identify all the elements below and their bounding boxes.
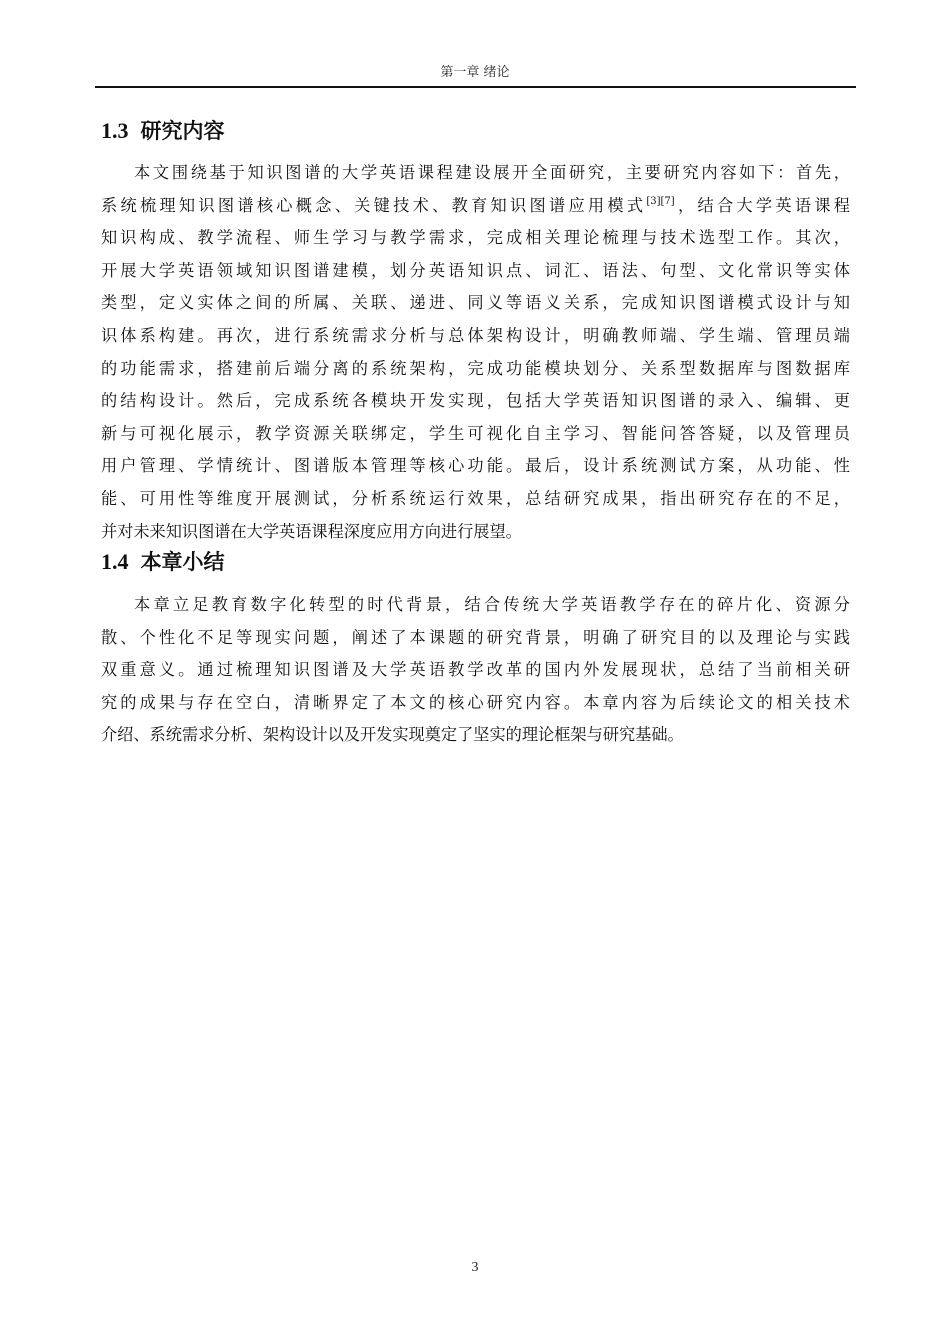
text-line-last: 介绍、系统需求分析、架构设计以及开发实现奠定了坚实的理论框架与研究基础。: [101, 725, 684, 745]
text-fragment: ，结合大学英语课程: [674, 195, 850, 215]
text-line: 知识构成、教学流程、师生学习与教学需求，完成相关理论梳理与技术选型工作。其次，: [101, 228, 850, 248]
paragraph-research-content: [101, 157, 850, 548]
text-line-with-citation: [101, 190, 850, 223]
text-line: 本文围绕基于知识图谱的大学英语课程建设展开全面研究，主要研究内容如下：首先，: [134, 163, 850, 182]
text-line: 究的成果与存在空白，清晰界定了本文的核心研究内容。本章内容为后续论文的相关技术: [101, 692, 850, 712]
running-header: 第一章 绪论: [440, 65, 510, 80]
page-number: 3: [471, 1260, 479, 1275]
text-line: 的结构设计。然后，完成系统各模块开发实现，包括大学英语知识图谱的录入、编辑、更: [101, 391, 850, 411]
text-line: 能、可用性等维度开展测试，分析系统运行效果，总结研究成果，指出研究存在的不足，: [101, 488, 850, 508]
text-line: 用户管理、学情统计、图谱版本管理等核心功能。最后，设计系统测试方案，从功能、性: [101, 456, 850, 476]
text-line: 开展大学英语领域知识图谱建模，划分英语知识点、词汇、语法、句型、文化常识等实体: [101, 260, 850, 280]
section-number: 1.4: [101, 549, 129, 574]
section-title: 本章小结: [140, 550, 225, 574]
text-line-last: 并对未来知识图谱在大学英语课程深度应用方向进行展望。: [101, 521, 522, 541]
section-number: 1.3: [101, 118, 129, 143]
section-heading-1-4: [101, 548, 225, 576]
text-line: 新与可视化展示，教学资源关联绑定，学生可视化自主学习、智能问答答疑，以及管理员: [101, 423, 850, 443]
text-line: 散、个性化不足等现实问题，阐述了本课题的研究背景，明确了研究目的以及理论与实践: [101, 627, 850, 647]
text-line: 的功能需求，搭建前后端分离的系统架构，完成功能模块划分、关系型数据库与图数据库: [101, 358, 850, 378]
text-line: 类型，定义实体之间的所属、关联、递进、同义等语义关系，完成知识图谱模式设计与知: [101, 293, 850, 313]
text-line: 双重意义。通过梳理知识图谱及大学英语教学改革的国内外发展现状，总结了当前相关研: [101, 660, 850, 680]
text-line: 本章立足教育数字化转型的时代背景，结合传统大学英语教学存在的碎片化、资源分: [134, 595, 850, 614]
header-rule: [95, 86, 856, 88]
section-title: 研究内容: [140, 119, 225, 143]
text-line: 识体系构建。再次，进行系统需求分析与总体架构设计，明确教师端、学生端、管理员端: [101, 325, 850, 345]
text-fragment: 系统梳理知识图谱核心概念、关键技术、教育知识图谱应用模式: [101, 195, 647, 215]
section-heading-1-3: [101, 117, 225, 145]
paragraph-chapter-summary: [101, 589, 850, 752]
citation-marker: [3][7]: [646, 195, 675, 207]
